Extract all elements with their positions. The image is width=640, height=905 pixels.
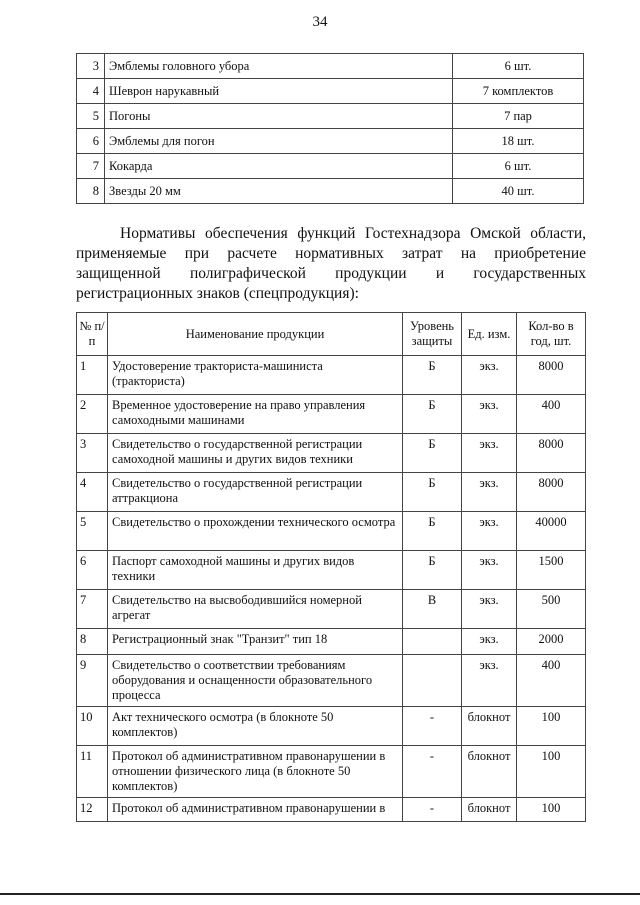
table-row	[77, 434, 586, 473]
table-header-row	[77, 313, 586, 356]
cell-protection: Б	[403, 512, 462, 551]
table-row	[77, 129, 584, 154]
special-products-table-body	[77, 356, 586, 822]
header-qty: Кол-во в год, шт.	[517, 313, 586, 356]
cell-name: Эмблемы для погон	[105, 129, 453, 154]
cell-num: 2	[77, 395, 108, 434]
cell-num: 11	[77, 746, 108, 798]
cell-num: 6	[77, 551, 108, 590]
cell-num: 4	[77, 473, 108, 512]
cell-qty: 400	[517, 395, 586, 434]
cell-qty: 8000	[517, 434, 586, 473]
cell-unit: блокнот	[462, 707, 517, 746]
cell-num: 1	[77, 356, 108, 395]
cell-unit: экз.	[462, 590, 517, 629]
page-number: 34	[312, 14, 328, 30]
cell-name: Свидетельство о прохождении технического осмотра	[108, 512, 403, 551]
cell-protection: Б	[403, 434, 462, 473]
cell-unit: экз.	[462, 473, 517, 512]
cell-name: Свидетельство о государственной регистрации самоходной машины и других видов техники	[108, 434, 403, 473]
cell-num: 7	[77, 590, 108, 629]
cell-num: 9	[77, 655, 108, 707]
table-row	[77, 473, 586, 512]
table-row	[77, 629, 586, 655]
table-row	[77, 356, 586, 395]
table-row	[77, 798, 586, 822]
header-num: № п/п	[77, 313, 108, 356]
cell-qty: 100	[517, 707, 586, 746]
cell-name: Погоны	[105, 104, 453, 129]
cell-protection	[403, 629, 462, 655]
table-row	[77, 655, 586, 707]
cell-name: Протокол об административном правонарушении в отношении физического лица (в блокноте 50 комплектов)	[108, 746, 403, 798]
cell-qty: 1500	[517, 551, 586, 590]
table-row	[77, 746, 586, 798]
special-products-table	[76, 312, 586, 822]
cell-num: 10	[77, 707, 108, 746]
cell-unit: экз.	[462, 395, 517, 434]
cell-qty: 400	[517, 655, 586, 707]
cell-name: Звезды 20 мм	[105, 179, 453, 204]
cell-name: Временное удостоверение на право управления самоходными машинами	[108, 395, 403, 434]
cell-unit: экз.	[462, 629, 517, 655]
cell-protection: Б	[403, 356, 462, 395]
header-unit: Ед. изм.	[462, 313, 517, 356]
cell-num: 12	[77, 798, 108, 822]
cell-num: 7	[77, 154, 105, 179]
table-row	[77, 551, 586, 590]
cell-unit: экз.	[462, 551, 517, 590]
cell-qty: 100	[517, 798, 586, 822]
cell-protection: Б	[403, 551, 462, 590]
cell-num: 5	[77, 104, 105, 129]
cell-qty: 7 комплектов	[453, 79, 584, 104]
cell-name: Протокол об административном правонарушении в	[108, 798, 403, 822]
uniform-items-table	[76, 53, 584, 204]
cell-qty: 6 шт.	[453, 54, 584, 79]
cell-num: 5	[77, 512, 108, 551]
cell-num: 3	[77, 54, 105, 79]
cell-name: Регистрационный знак "Транзит" тип 18	[108, 629, 403, 655]
cell-protection	[403, 655, 462, 707]
table-row	[77, 590, 586, 629]
cell-name: Свидетельство о государственной регистрации аттракциона	[108, 473, 403, 512]
cell-name: Свидетельство на высвободившийся номерной агрегат	[108, 590, 403, 629]
cell-name: Кокарда	[105, 154, 453, 179]
cell-qty: 100	[517, 746, 586, 798]
cell-name: Шеврон нарукавный	[105, 79, 453, 104]
cell-qty: 8000	[517, 356, 586, 395]
cell-name: Паспорт самоходной машины и других видов техники	[108, 551, 403, 590]
cell-protection: Б	[403, 473, 462, 512]
cell-name: Свидетельство о соответствии требованиям оборудования и оснащенности образовательного процесса	[108, 655, 403, 707]
cell-protection: Б	[403, 395, 462, 434]
table-row	[77, 707, 586, 746]
norms-paragraph: Нормативы обеспечения функций Гостехнадзора Омской области, применяемые при расчете нормативных затрат на приобретение защищенной полиграфической продукции и государственных регистрационных знаков (спецпродукция):	[76, 225, 586, 302]
table-row	[77, 54, 584, 79]
cell-qty: 6 шт.	[453, 154, 584, 179]
cell-protection: -	[403, 707, 462, 746]
cell-name: Удостоверение тракториста-машиниста (тракториста)	[108, 356, 403, 395]
cell-protection: -	[403, 798, 462, 822]
cell-unit: экз.	[462, 356, 517, 395]
table-row	[77, 104, 584, 129]
table-row	[77, 395, 586, 434]
table-row	[77, 154, 584, 179]
cell-qty: 40 шт.	[453, 179, 584, 204]
table-row	[77, 512, 586, 551]
cell-num: 8	[77, 629, 108, 655]
cell-unit: экз.	[462, 434, 517, 473]
cell-protection: В	[403, 590, 462, 629]
cell-unit: экз.	[462, 512, 517, 551]
header-name: Наименование продукции	[108, 313, 403, 356]
cell-num: 4	[77, 79, 105, 104]
cell-qty: 18 шт.	[453, 129, 584, 154]
cell-name: Акт технического осмотра (в блокноте 50 комплектов)	[108, 707, 403, 746]
cell-qty: 500	[517, 590, 586, 629]
cell-num: 8	[77, 179, 105, 204]
cell-num: 3	[77, 434, 108, 473]
cell-qty: 2000	[517, 629, 586, 655]
cell-qty: 7 пар	[453, 104, 584, 129]
cell-num: 6	[77, 129, 105, 154]
cell-unit: блокнот	[462, 746, 517, 798]
uniform-items-table-body	[77, 54, 584, 204]
table-row	[77, 179, 584, 204]
cell-unit: блокнот	[462, 798, 517, 822]
cell-name: Эмблемы головного убора	[105, 54, 453, 79]
cell-qty: 8000	[517, 473, 586, 512]
cell-qty: 40000	[517, 512, 586, 551]
bottom-rule	[0, 893, 640, 895]
table-row	[77, 79, 584, 104]
header-protection: Уровень защиты	[403, 313, 462, 356]
cell-protection: -	[403, 746, 462, 798]
cell-unit: экз.	[462, 655, 517, 707]
